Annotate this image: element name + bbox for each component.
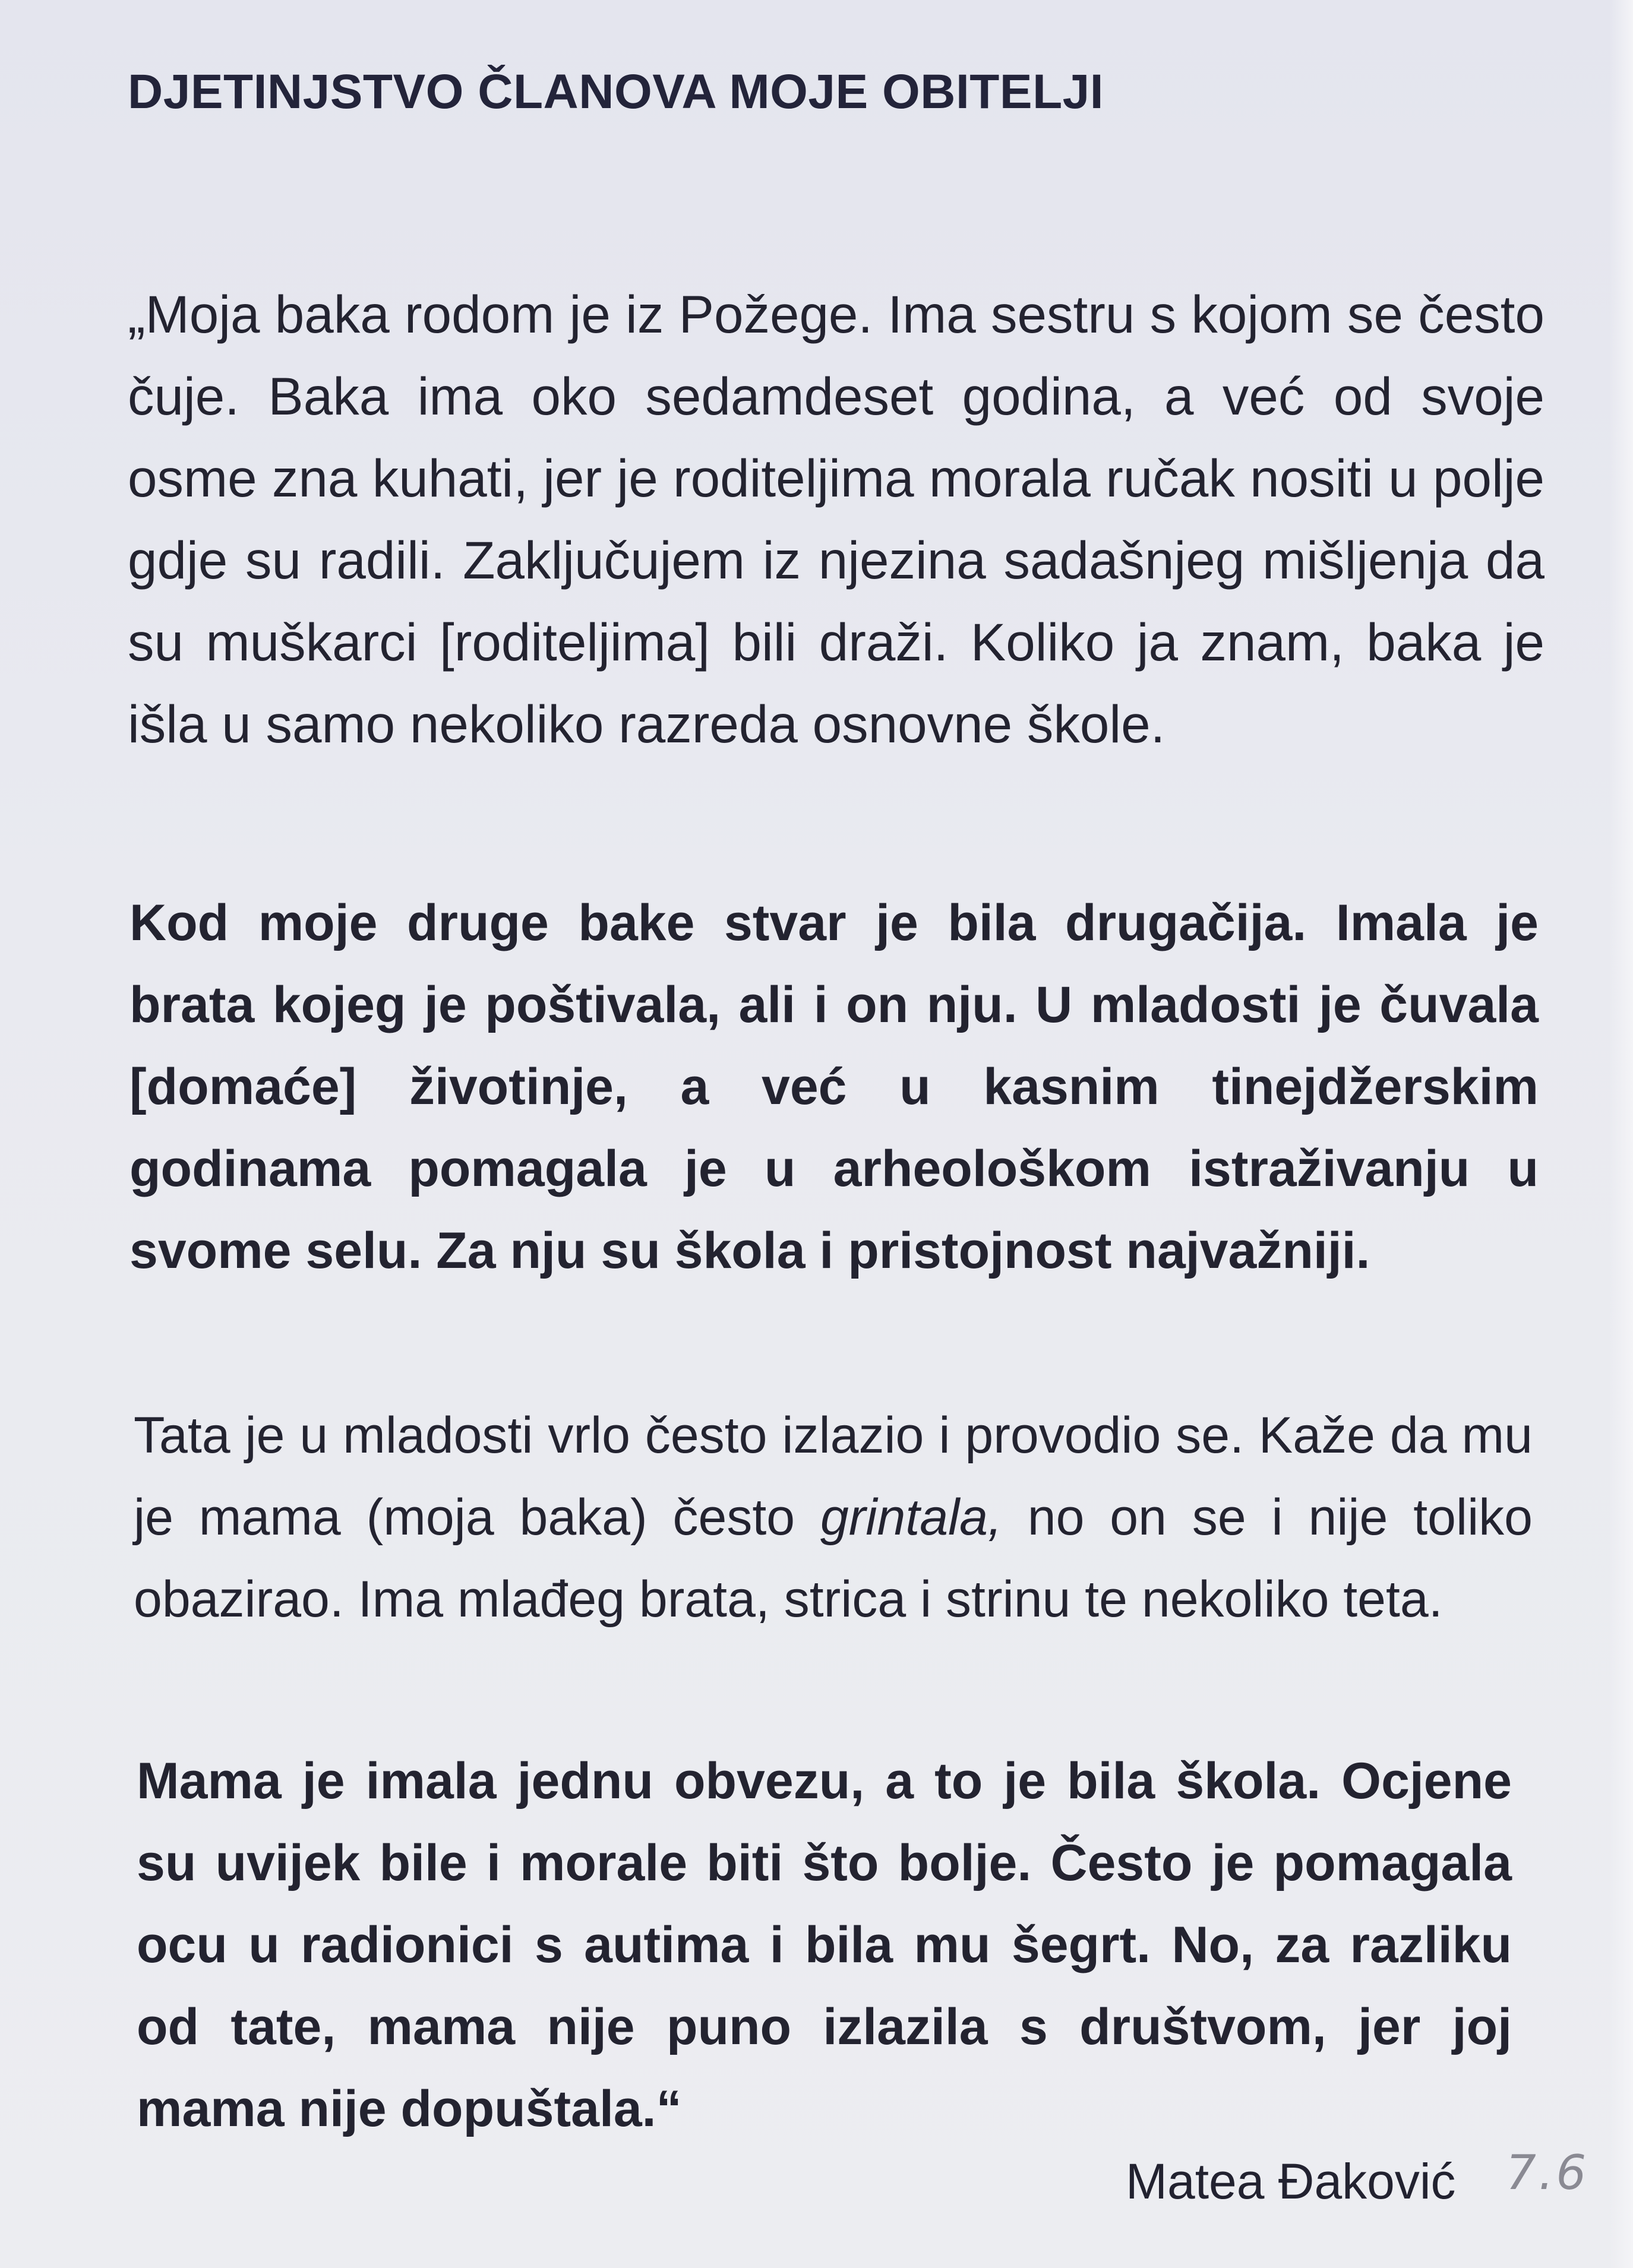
author-signature: Matea Đaković <box>1126 2153 1456 2209</box>
paragraph-grandmother-first: „Moja baka rodom je iz Požege. Ima sestru s kojom se često čuje. Baka ima oko sedamdeset godina, a već od svoje osme zna kuhati, jer je roditeljima morala ručak nositi u polje gdje su radili. Zaključujem iz njezina sadašnjeg mišljenja da su muškarci [roditeljima] bili draži. Koliko ja znam, baka je išla u samo nekoliko razreda osnovne škole. <box>128 284 1544 754</box>
page-title: DJETINJSTVO ČLANOVA MOJE OBITELJI <box>128 65 1104 119</box>
paragraph-mother: Mama je imala jednu obvezu, a to je bila škola. Ocjene su uvijek bile i morale biti što bolje. Često je pomagala ocu u radionici s autima i bila mu šegrt. No, za razliku od tate, mama nije puno izlazila s društvom, jer joj mama nije dopuštala.“ <box>137 1753 1512 2137</box>
handwritten-pencil-note: 7.6 <box>1506 2145 1589 2200</box>
paragraph-grandmother-second: Kod moje druge bake stvar je bila drugačija. Imala je brata kojeg je poštivala, ali i on nju. U mladosti je čuvala [domaće] životinje, a već u kasnim tinejdžerskim godinama pomagala je u arheološkom istraživanju u svome selu. Za nju su škola i pristojnost najvažniji. <box>129 894 1539 1279</box>
paragraph-father-text-start: Tata je u mladosti vrlo često izlazio i provodio se. Kaže da mu je mama (moja baka) često <box>134 1407 1533 1546</box>
paragraph-father-italic-word: grintala, <box>820 1489 1002 1546</box>
paragraph-father <box>134 1394 1533 1640</box>
page-edge <box>1609 0 1633 2268</box>
paragraph-father-text-end: no on se i nije toliko obazirao. Ima mlađeg brata, strica i strinu te nekoliko teta. <box>134 1489 1533 1628</box>
